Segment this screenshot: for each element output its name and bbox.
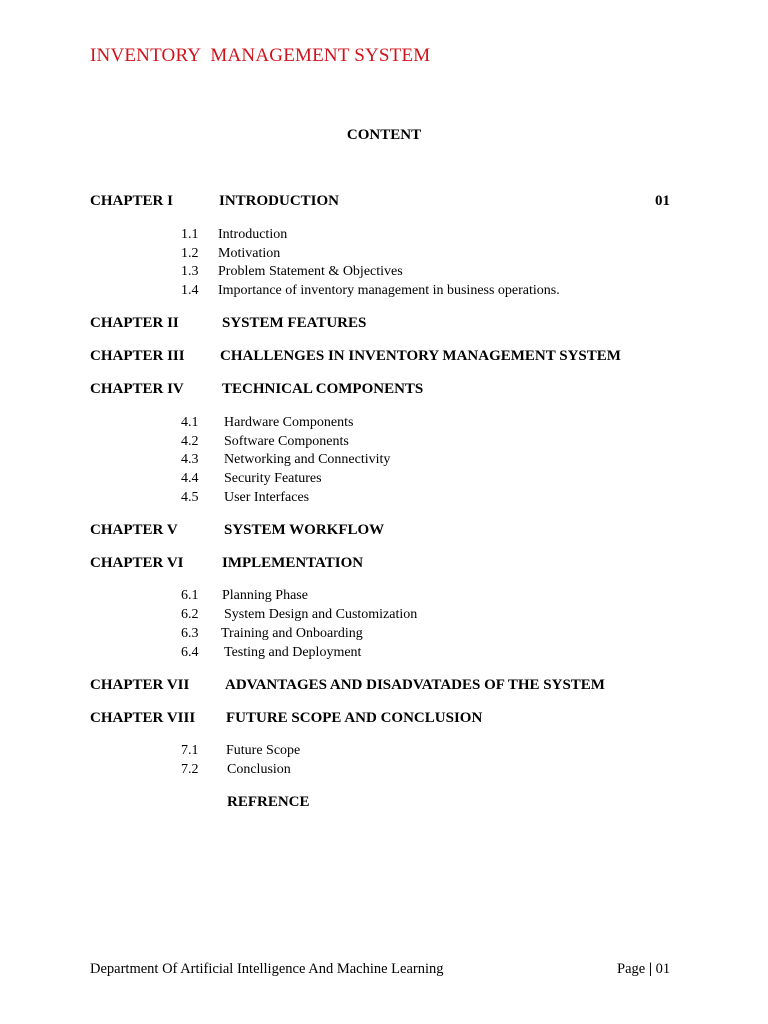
section-title: Planning Phase [222, 588, 308, 603]
footer-page-number: 01 [655, 961, 671, 977]
section-number: 7.2 [181, 762, 199, 777]
section-title: User Interfaces [224, 490, 310, 505]
chapter-number: CHAPTER IV [90, 381, 184, 397]
section-number: 4.2 [181, 434, 199, 449]
section-title: Motivation [218, 246, 281, 261]
chapter-title: SYSTEM FEATURES [222, 315, 367, 331]
section-title: Problem Statement & Objectives [218, 264, 403, 279]
section-title: Networking and Connectivity [224, 452, 391, 467]
section-number: 6.3 [181, 626, 199, 641]
section-number: 7.1 [181, 743, 199, 758]
chapter-number: CHAPTER VIII [90, 710, 196, 726]
section-title: Hardware Components [224, 415, 354, 430]
chapter-title: SYSTEM WORKFLOW [224, 522, 385, 538]
section-number: 6.2 [181, 607, 199, 622]
chapter-number: CHAPTER VI [90, 555, 184, 571]
chapter-title: TECHNICAL COMPONENTS [222, 381, 424, 397]
section-title: Importance of inventory management in business operations. [218, 283, 560, 298]
section-title: Security Features [224, 471, 322, 486]
document-title: INVENTORY MANAGEMENT SYSTEM [90, 45, 431, 66]
chapter-page-number: 01 [655, 193, 670, 209]
chapter-title: ADVANTAGES AND DISADVATADES OF THE SYSTEM [225, 677, 605, 693]
section-number: 4.4 [181, 471, 199, 486]
section-title: Future Scope [226, 743, 301, 758]
chapter-number: CHAPTER III [90, 348, 185, 364]
section-number: 6.4 [181, 645, 199, 660]
section-number: 1.2 [181, 246, 199, 261]
footer-page-indicator [617, 961, 670, 978]
chapter-title: IMPLEMENTATION [222, 555, 364, 571]
section-title: Testing and Deployment [224, 645, 362, 660]
section-number: 4.5 [181, 490, 199, 505]
section-number: 1.4 [181, 283, 199, 298]
section-number: 4.3 [181, 452, 199, 467]
section-title: Conclusion [227, 762, 291, 777]
section-number: 1.1 [181, 227, 199, 242]
chapter-title: INTRODUCTION [219, 193, 340, 209]
section-title: Training and Onboarding [221, 626, 363, 641]
chapter-title: CHALLENGES IN INVENTORY MANAGEMENT SYSTEM [220, 348, 621, 364]
chapter-number: CHAPTER II [90, 315, 179, 331]
footer-department: Department Of Artificial Intelligence And Machine Learning [90, 961, 444, 977]
chapter-title: FUTURE SCOPE AND CONCLUSION [226, 710, 483, 726]
reference-heading: REFRENCE [227, 794, 310, 810]
section-title: Introduction [218, 227, 288, 242]
footer-separator: | [648, 961, 653, 977]
chapter-number: CHAPTER V [90, 522, 178, 538]
content-heading: CONTENT [346, 127, 422, 143]
section-number: 4.1 [181, 415, 199, 430]
section-title: System Design and Customization [224, 607, 418, 622]
section-number: 6.1 [181, 588, 199, 603]
section-number: 1.3 [181, 264, 199, 279]
chapter-number: CHAPTER I [90, 193, 173, 209]
chapter-number: CHAPTER VII [90, 677, 190, 693]
footer-page-label: Page [617, 961, 646, 977]
section-title: Software Components [224, 434, 349, 449]
